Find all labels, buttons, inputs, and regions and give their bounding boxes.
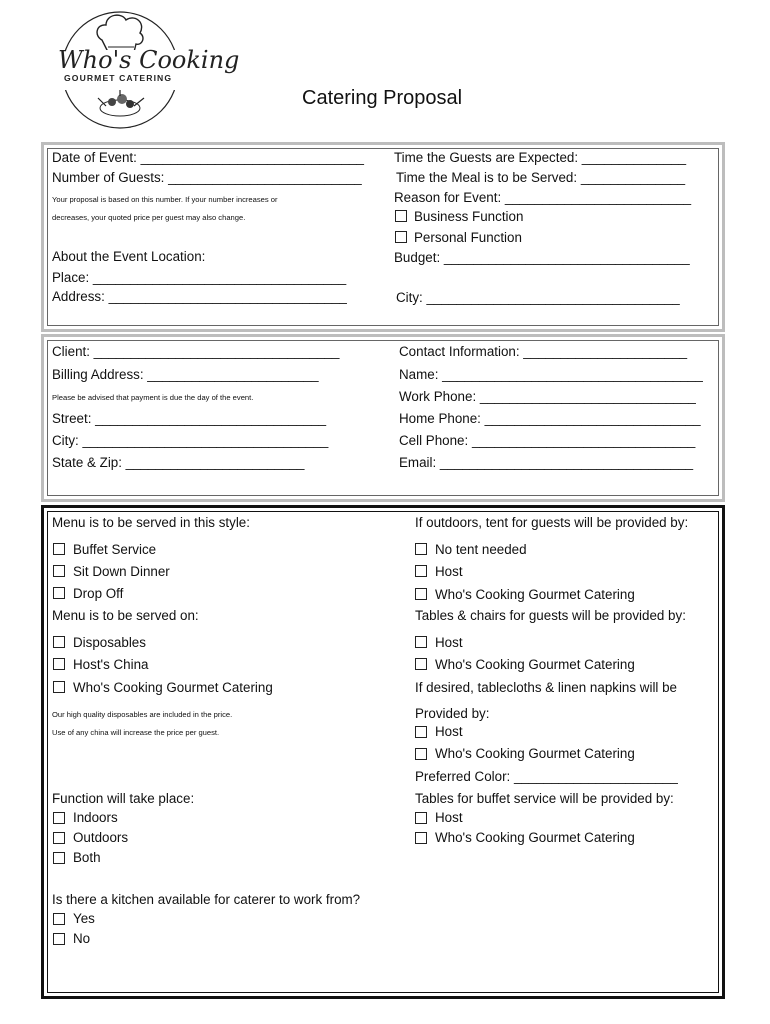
tent-whos-cooking-label: Who's Cooking Gourmet Catering: [435, 587, 635, 602]
business-function-label: Business Function: [414, 209, 524, 224]
name-field[interactable]: Name: ___________________________________: [399, 367, 703, 382]
disposables-note-line2: Use of any china will increase the price per guest.: [52, 728, 220, 737]
state-zip-field[interactable]: State & Zip: ________________________: [52, 455, 305, 470]
number-of-guests-field[interactable]: Number of Guests: __________________________: [52, 170, 362, 185]
menu-style-heading: Menu is to be served in this style:: [52, 515, 250, 530]
place-field[interactable]: Place: __________________________________: [52, 270, 347, 285]
linens-host-label: Host: [435, 724, 463, 739]
company-logo: [50, 6, 240, 132]
reason-for-event-field[interactable]: Reason for Event: _________________________: [394, 190, 692, 205]
email-field[interactable]: Email: __________________________________: [399, 455, 694, 470]
payment-note: Please be advised that payment is due the day of the event.: [52, 393, 254, 402]
personal-function-checkbox[interactable]: [395, 231, 407, 243]
tables-host-label: Host: [435, 635, 463, 650]
kitchen-yes-checkbox[interactable]: [53, 913, 65, 925]
buffet-service-label: Buffet Service: [73, 542, 157, 557]
kitchen-question: Is there a kitchen available for caterer to work from?: [52, 892, 361, 907]
buffet-tables-whos-cooking-checkbox[interactable]: [415, 832, 427, 844]
disposables-label: Disposables: [73, 635, 146, 650]
disposables-checkbox[interactable]: [53, 636, 65, 648]
date-of-event-field[interactable]: Date of Event: ______________________________: [52, 150, 364, 165]
street-field[interactable]: Street: _______________________________: [52, 411, 327, 426]
buffet-service-checkbox[interactable]: [53, 543, 65, 555]
buffet-tables-host-checkbox[interactable]: [415, 812, 427, 824]
guests-note-line1: Your proposal is based on this number. If your number increases or: [52, 195, 278, 204]
client-field[interactable]: Client: _________________________________: [52, 344, 340, 359]
address-field[interactable]: Address: ________________________________: [52, 289, 347, 304]
time-meal-served-field[interactable]: Time the Meal is to be Served: ______________: [396, 170, 686, 185]
whos-cooking-china-checkbox[interactable]: [53, 681, 65, 693]
indoors-label: Indoors: [73, 810, 118, 825]
buffet-tables-heading: Tables for buffet service will be provided by:: [415, 791, 674, 806]
buffet-tables-whos-cooking-label: Who's Cooking Gourmet Catering: [435, 830, 635, 845]
outdoors-label: Outdoors: [73, 830, 129, 845]
function-place-heading: Function will take place:: [52, 791, 195, 806]
logo-subtitle: GOURMET CATERING: [64, 73, 173, 83]
home-phone-field[interactable]: Home Phone: _____________________________: [399, 411, 701, 426]
tent-host-checkbox[interactable]: [415, 565, 427, 577]
tables-chairs-heading: Tables & chairs for guests will be provided by:: [415, 608, 686, 623]
linens-heading: If desired, tablecloths & linen napkins will be: [415, 680, 678, 695]
linens-whos-cooking-label: Who's Cooking Gourmet Catering: [435, 746, 635, 761]
sit-down-dinner-checkbox[interactable]: [53, 565, 65, 577]
linens-whos-cooking-checkbox[interactable]: [415, 748, 427, 760]
indoors-checkbox[interactable]: [53, 812, 65, 824]
both-checkbox[interactable]: [53, 852, 65, 864]
no-tent-label: No tent needed: [435, 542, 527, 557]
outdoors-checkbox[interactable]: [53, 832, 65, 844]
whos-cooking-china-label: Who's Cooking Gourmet Catering: [73, 680, 273, 695]
served-on-heading: Menu is to be served on:: [52, 608, 199, 623]
drop-off-checkbox[interactable]: [53, 587, 65, 599]
kitchen-yes-label: Yes: [73, 911, 95, 926]
event-city-field[interactable]: City: __________________________________: [396, 290, 680, 305]
no-tent-checkbox[interactable]: [415, 543, 427, 555]
tables-whos-cooking-label: Who's Cooking Gourmet Catering: [435, 657, 635, 672]
kitchen-no-checkbox[interactable]: [53, 933, 65, 945]
hosts-china-label: Host's China: [73, 657, 149, 672]
personal-function-label: Personal Function: [414, 230, 522, 245]
tables-host-checkbox[interactable]: [415, 636, 427, 648]
tent-heading: If outdoors, tent for guests will be provided by:: [415, 515, 689, 530]
time-guests-expected-field[interactable]: Time the Guests are Expected: ______________: [394, 150, 687, 165]
tent-whos-cooking-checkbox[interactable]: [415, 588, 427, 600]
client-city-field[interactable]: City: _________________________________: [52, 433, 329, 448]
both-label: Both: [73, 850, 101, 865]
preferred-color-field[interactable]: Preferred Color: ______________________: [415, 769, 678, 784]
sit-down-dinner-label: Sit Down Dinner: [73, 564, 170, 579]
event-location-heading: About the Event Location:: [52, 249, 206, 264]
page-title: Catering Proposal: [302, 87, 463, 109]
buffet-tables-host-label: Host: [435, 810, 463, 825]
hosts-china-checkbox[interactable]: [53, 658, 65, 670]
billing-address-field[interactable]: Billing Address: _______________________: [52, 367, 319, 382]
work-phone-field[interactable]: Work Phone: _____________________________: [399, 389, 696, 404]
budget-field[interactable]: Budget: _________________________________: [394, 250, 690, 265]
tent-host-label: Host: [435, 564, 463, 579]
contact-information-field[interactable]: Contact Information: ______________________: [399, 344, 688, 359]
logo-script-text: Who's Cooking: [58, 46, 240, 74]
linens-provided-by-label: Provided by:: [415, 706, 490, 721]
cell-phone-field[interactable]: Cell Phone: ______________________________: [399, 433, 696, 448]
tables-whos-cooking-checkbox[interactable]: [415, 658, 427, 670]
guests-note-line2: decreases, your quoted price per guest may also change.: [52, 213, 246, 222]
business-function-checkbox[interactable]: [395, 210, 407, 222]
linens-host-checkbox[interactable]: [415, 726, 427, 738]
drop-off-label: Drop Off: [73, 586, 124, 601]
kitchen-no-label: No: [73, 931, 91, 946]
disposables-note-line1: Our high quality disposables are included in the price.: [52, 710, 233, 719]
